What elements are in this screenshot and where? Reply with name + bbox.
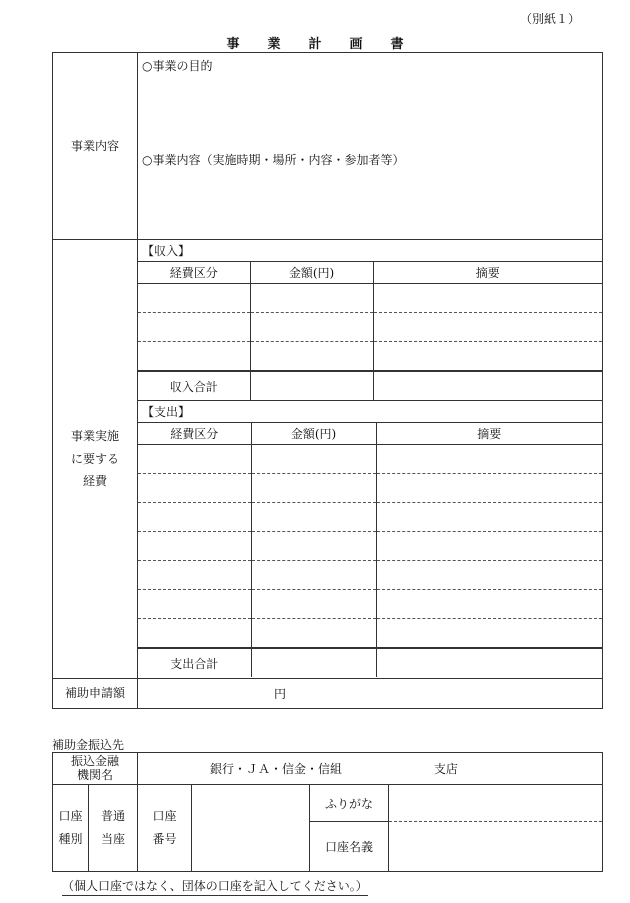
expenses-label-line: に要する (70, 451, 119, 466)
column-header-note: 摘要 (376, 423, 602, 445)
expense-note-cell[interactable] (376, 590, 602, 619)
account-number-label-line: 番号 (152, 832, 177, 846)
expense-note-cell[interactable] (376, 532, 602, 561)
income-note-cell[interactable] (373, 313, 602, 342)
expense-category-cell[interactable] (138, 532, 251, 561)
expense-total-note[interactable] (376, 648, 602, 677)
expense-note-cell[interactable] (376, 561, 602, 590)
expense-amount-cell[interactable] (251, 445, 376, 474)
expense-category-cell[interactable] (138, 590, 251, 619)
account-number-label (138, 785, 192, 872)
account-type-current[interactable]: 当座 (101, 832, 126, 846)
attachment-label: （別紙１） (520, 12, 581, 26)
income-total-label: 収入合計 (138, 371, 250, 400)
expenses-label (53, 240, 138, 679)
subsidy-amount-field[interactable] (138, 679, 603, 709)
expense-category-cell[interactable] (138, 503, 251, 532)
expense-category-cell[interactable] (138, 561, 251, 590)
column-header-category: 経費区分 (138, 423, 251, 445)
account-type-label (53, 785, 89, 872)
column-header-category: 経費区分 (138, 262, 250, 284)
income-table (138, 240, 602, 400)
institution-field[interactable] (138, 753, 603, 785)
subsidy-unit: 円 (274, 687, 287, 701)
account-type-label-line: 種別 (58, 832, 83, 846)
content-label: 事業内容 (53, 53, 138, 240)
content-field[interactable] (138, 53, 603, 240)
title-char: 計 (308, 37, 322, 52)
subsidy-label: 補助申請額 (53, 679, 138, 709)
purpose-heading: ○事業の目的 (142, 59, 213, 73)
expense-category-cell[interactable] (138, 619, 251, 649)
column-header-note: 摘要 (373, 262, 602, 284)
document-title (0, 33, 630, 52)
income-header: 【収入】 (142, 244, 191, 258)
expense-amount-cell[interactable] (251, 590, 376, 619)
income-note-cell[interactable] (373, 342, 602, 372)
furigana-label: ふりがな (310, 785, 389, 822)
column-header-amount: 金額(円) (251, 423, 376, 445)
income-category-cell[interactable] (138, 342, 250, 372)
account-type-label-line: 口座 (58, 809, 83, 824)
expense-note-cell[interactable] (376, 619, 602, 649)
expense-amount-cell[interactable] (251, 619, 376, 649)
income-total-amount[interactable] (250, 371, 373, 400)
account-name-field[interactable] (389, 822, 603, 872)
branch-label: 支店 (433, 762, 458, 776)
expenses-label-line: 事業実施 (70, 428, 119, 443)
expense-total-label: 支出合計 (138, 648, 251, 677)
expense-note-cell[interactable] (376, 474, 602, 503)
title-char: 画 (349, 37, 363, 52)
income-category-cell[interactable] (138, 313, 250, 342)
expense-table (138, 400, 602, 677)
title-char: 業 (267, 37, 281, 52)
expense-note-cell[interactable] (376, 503, 602, 532)
expense-total-amount[interactable] (251, 648, 376, 677)
expense-amount-cell[interactable] (251, 474, 376, 503)
income-total-note[interactable] (373, 371, 602, 400)
expense-category-cell[interactable] (138, 445, 251, 474)
bank-types: 銀行・ＪＡ・信金・信組 (210, 762, 343, 776)
details-heading: ○事業内容（実施時期・場所・内容・参加者等） (142, 153, 405, 167)
income-amount-cell[interactable] (250, 313, 373, 342)
account-name-label: 口座名義 (310, 822, 389, 872)
column-header-amount: 金額(円) (250, 262, 373, 284)
expense-amount-cell[interactable] (251, 503, 376, 532)
account-note: （個人口座ではなく、団体の口座を記入してください。） (62, 877, 368, 896)
income-category-cell[interactable] (138, 284, 250, 313)
business-plan-table (52, 52, 603, 709)
expense-category-cell[interactable] (138, 474, 251, 503)
institution-label (53, 753, 138, 785)
account-number-field[interactable] (192, 785, 310, 872)
transfer-section-label: 補助金振込先 (52, 738, 125, 752)
expenses-label-line: 経費 (82, 474, 107, 489)
title-char: 事 (226, 37, 240, 52)
account-type-ordinary[interactable]: 普通 (101, 809, 126, 824)
expense-amount-cell[interactable] (251, 561, 376, 590)
expense-amount-cell[interactable] (251, 532, 376, 561)
account-number-label-line: 口座 (152, 809, 177, 824)
income-amount-cell[interactable] (250, 342, 373, 372)
expense-header: 【支出】 (142, 405, 191, 419)
income-amount-cell[interactable] (250, 284, 373, 313)
expense-note-cell[interactable] (376, 445, 602, 474)
institution-label-line: 機関名 (77, 767, 114, 782)
title-char: 書 (390, 37, 404, 52)
income-note-cell[interactable] (373, 284, 602, 313)
account-type-options[interactable] (89, 785, 138, 872)
bank-account-table (52, 752, 603, 872)
institution-label-line: 振込金融 (71, 753, 120, 768)
furigana-field[interactable] (389, 785, 603, 822)
